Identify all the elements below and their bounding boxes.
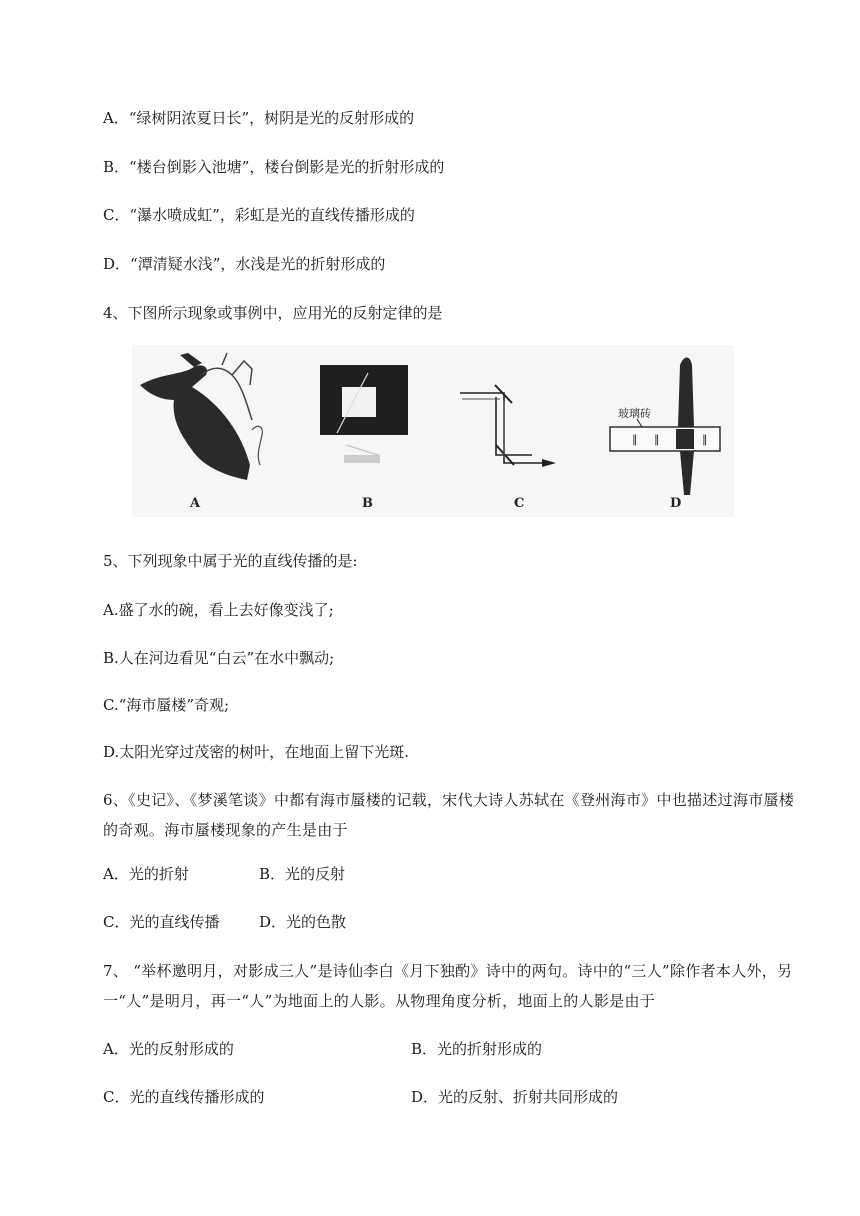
q7-option-c: C．光的直线传播形成的 (103, 1088, 265, 1106)
figure-d-glass-brick (610, 358, 720, 512)
q7-option-b: B．光的折射形成的 (411, 1040, 543, 1058)
q7-stem: 7、 “举杯邀明月，对影成三人”是诗仙李白《月下独酌》诗中的两句。诗中的“三人”除作者本人外，另一“人”是明月，再一“人”为地面上的人影。从物理角度分析，地面上的人影是由于 (103, 962, 793, 1010)
q3-option-a: A．“绿树阴浓夏日长”，树阴是光的反射形成的 (103, 109, 415, 127)
figure-c-periscope (460, 385, 556, 511)
svg-text:∥: ∥ (654, 433, 660, 446)
q7-option-d: D．光的反射、折射共同形成的 (411, 1088, 619, 1106)
q5-option-a: A.盛了水的碗，看上去好像变浅了; (103, 601, 334, 619)
q6-stem: 6、《史记》、《梦溪笔谈》中都有海市蜃楼的记载，宋代大诗人苏轼在《登州海市》中也描述过海市蜃楼的奇观。海市蜃楼现象的产生是由于 (103, 791, 795, 839)
figure-label-c: C (514, 496, 525, 511)
svg-text:∥: ∥ (632, 433, 638, 446)
q3-option-b: B．“楼台倒影入池塘”，楼台倒影是光的折射形成的 (103, 158, 445, 176)
q5-option-c: C.“海市蜃楼”奇观; (103, 696, 230, 714)
q5-stem: 5、下列现象中属于光的直线传播的是: (103, 552, 358, 570)
q6-option-d: D．光的色散 (259, 913, 347, 931)
q3-option-d: D．“潭清疑水浅”，水浅是光的折射形成的 (103, 255, 386, 273)
svg-text:∥: ∥ (702, 433, 708, 446)
q3-option-c: C．“瀑水喷成虹”，彩虹是光的直线传播形成的 (103, 206, 415, 224)
q6-option-c: C．光的直线传播 (103, 913, 220, 931)
q7-option-a: A．光的反射形成的 (103, 1040, 234, 1058)
figure-a-hand-shadow (140, 353, 262, 511)
figure-label-d: D (670, 496, 682, 511)
q4-figure (132, 345, 734, 517)
figure-label-b: B (362, 496, 373, 511)
figure-label-a: A (190, 496, 201, 511)
q6-option-b: B．光的反射 (259, 865, 346, 883)
figure-b-pinhole-box (320, 365, 408, 511)
q5-option-d: D.太阳光穿过茂密的树叶，在地面上留下光斑. (103, 743, 410, 761)
figure-tag-glass: 玻璃砖 (618, 407, 651, 420)
q4-stem: 4、下图所示现象或事例中，应用光的反射定律的是 (103, 304, 443, 322)
q6-option-a: A．光的折射 (103, 865, 189, 883)
q5-option-b: B.人在河边看见“白云”在水中飘动; (103, 649, 335, 667)
